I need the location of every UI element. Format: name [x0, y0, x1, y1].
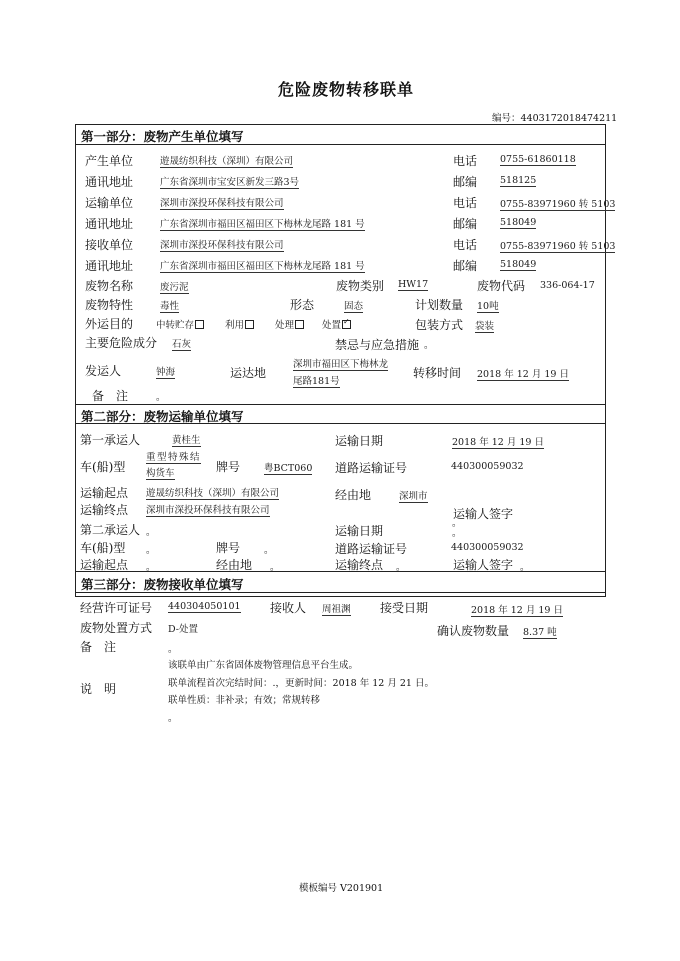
- note-line-3: 联单性质：非补录；有效；常规转移: [168, 695, 321, 706]
- pack-value: 袋装: [475, 318, 494, 333]
- date1-label: 运输日期: [335, 434, 384, 448]
- sign1-label: 运输人签字: [453, 507, 514, 521]
- note-line-4: 。: [168, 713, 178, 724]
- producer-addr-label: 通讯地址: [85, 175, 134, 189]
- checkbox-icon[interactable]: [295, 320, 304, 329]
- purpose-label: 外运目的: [85, 317, 134, 331]
- shipper-label: 发运人: [85, 364, 122, 378]
- plate2-label: 牌号: [216, 541, 241, 555]
- transporter-addr-value: 广东省深圳市福田区福田区下梅林龙尾路 181 号: [160, 216, 365, 231]
- producer-zip-label: 邮编: [453, 175, 478, 189]
- shipper-value: 钟海: [156, 364, 175, 379]
- purpose-option-storage[interactable]: [156, 317, 204, 331]
- taboo-label: 禁忌与应急措施: [335, 338, 420, 352]
- recipient-label: 接收人: [270, 601, 307, 615]
- document-title: 危险废物转移联单: [278, 80, 415, 99]
- end1-label: 运输终点: [80, 503, 129, 517]
- purpose-option-dispose[interactable]: [322, 317, 351, 331]
- recv-date-label: 接受日期: [380, 601, 429, 615]
- purpose-option-use-label: 利用: [225, 320, 245, 331]
- waste-code-label: 废物代码: [477, 279, 526, 293]
- receiver-label: 接收单位: [85, 238, 134, 252]
- confirm-label: 确认废物数量: [437, 624, 510, 638]
- via2-value: 。: [270, 562, 280, 573]
- sign2-label: 运输人签字: [453, 558, 514, 572]
- transfer-time-value: 2018 年 12 月 19 日: [477, 366, 569, 381]
- permit1-label: 道路运输证号: [335, 461, 408, 475]
- receiver-zip-label: 邮编: [453, 259, 478, 273]
- waste-name-label: 废物名称: [85, 279, 134, 293]
- explain-label: 说 明: [80, 682, 117, 696]
- dest-value-line2: 尾路181号: [293, 373, 340, 388]
- waste-prop-label: 废物特性: [85, 298, 134, 312]
- start2-label: 运输起点: [80, 558, 129, 572]
- confirm-value: 8.37 吨: [523, 624, 557, 639]
- plate1-label: 牌号: [216, 460, 241, 474]
- waste-code-value: 336-064-17: [540, 280, 595, 291]
- start1-label: 运输起点: [80, 486, 129, 500]
- purpose-option-dispose-label: 处置: [322, 320, 342, 331]
- recv-date-value: 2018 年 12 月 19 日: [471, 602, 563, 617]
- producer-tel-value: 0755-61860118: [500, 154, 576, 165]
- purpose-option-treat-label: 处理: [275, 320, 295, 331]
- method-value: D-处置: [168, 624, 199, 635]
- producer-addr-value: 广东省深圳市宝安区新发三路3号: [160, 174, 299, 189]
- license-value: 440304050101: [168, 601, 241, 612]
- start1-value: 遊晟纺织科技（深圳）有限公司: [146, 485, 279, 500]
- producer-value: 遊晟纺织科技（深圳）有限公司: [160, 153, 293, 168]
- end1-value: 深圳市深投环保科技有限公司: [146, 502, 270, 517]
- end2-value: 。: [396, 562, 406, 573]
- date1-value: 2018 年 12 月 19 日: [452, 434, 544, 449]
- receiver-value: 深圳市深投环保科技有限公司: [160, 237, 284, 252]
- hazard-label: 主要危险成分: [85, 336, 158, 350]
- purpose-option-treat[interactable]: [275, 317, 304, 331]
- taboo-value: 。: [424, 340, 434, 351]
- carrier1-label: 第一承运人: [80, 433, 141, 447]
- part2-heading: 第二部分：废物运输单位填写: [81, 409, 244, 424]
- carrier2-value: 。: [146, 527, 156, 538]
- transfer-time-label: 转移时间: [413, 366, 462, 380]
- checkbox-icon[interactable]: [245, 320, 254, 329]
- form-value: 固态: [344, 298, 363, 313]
- end2-label: 运输终点: [335, 558, 384, 572]
- receiver-addr-label: 通讯地址: [85, 259, 134, 273]
- part3-heading: 第三部分：废物接收单位填写: [81, 577, 244, 592]
- permit1-value: 440300059032: [451, 461, 524, 472]
- pack-label: 包装方式: [415, 318, 464, 332]
- recipient-value: 周祖渊: [322, 601, 351, 616]
- vehicle1-value-line2: 构货车: [146, 465, 175, 480]
- via2-label: 经由地: [216, 558, 253, 572]
- method-label: 废物处置方式: [80, 621, 153, 635]
- transporter-addr-label: 通讯地址: [85, 217, 134, 231]
- via1-label: 经由地: [335, 488, 372, 502]
- dest-label: 运达地: [230, 366, 267, 380]
- checkbox-icon[interactable]: [195, 320, 204, 329]
- hazard-value: 石灰: [172, 336, 191, 351]
- license-label: 经营许可证号: [80, 601, 153, 615]
- qty-value: 10吨: [477, 298, 499, 313]
- start2-value: 。: [146, 562, 156, 573]
- transporter-value: 深圳市深投环保科技有限公司: [160, 195, 284, 210]
- dest-value-line1: 深圳市福田区下梅林龙: [293, 356, 388, 371]
- carrier2-label: 第二承运人: [80, 523, 141, 537]
- doc-number-label: 编号：: [492, 113, 521, 124]
- receiver-tel-label: 电话: [453, 238, 478, 252]
- purpose-option-storage-label: 中转贮存: [156, 320, 195, 331]
- receiver-addr-value: 广东省深圳市福田区福田区下梅林龙尾路 181 号: [160, 258, 365, 273]
- checked-checkbox-icon[interactable]: [342, 320, 351, 329]
- doc-number-value: 4403172018474211: [520, 113, 618, 124]
- waste-cat-label: 废物类别: [336, 279, 385, 293]
- waste-cat-value: HW17: [398, 279, 429, 290]
- producer-zip-value: 518125: [500, 175, 537, 186]
- transporter-tel-value: 0755-83971960 转 5103: [500, 196, 615, 211]
- vehicle1-value-line1: 重型特殊结: [146, 449, 201, 464]
- plate2-value: 。: [264, 545, 274, 556]
- part1-remark-label: 备 注: [92, 389, 129, 403]
- template-number: 模板编号 V201901: [299, 883, 384, 894]
- carrier1-value: 黄桂生: [172, 432, 201, 447]
- form-label: 形态: [290, 298, 315, 312]
- part1-remark-value: 。: [156, 392, 166, 403]
- doc-number: [492, 110, 617, 124]
- permit2-label: 道路运输证号: [335, 542, 408, 556]
- note-line-1: 该联单由广东省固体废物管理信息平台生成。: [168, 660, 359, 671]
- permit2-value: 440300059032: [451, 542, 524, 553]
- part1-heading: 第一部分：废物产生单位填写: [81, 129, 244, 144]
- transporter-zip-label: 邮编: [453, 217, 478, 231]
- producer-tel-label: 电话: [453, 154, 478, 168]
- part3-remark-label: 备 注: [80, 640, 117, 654]
- date2-label: 运输日期: [335, 524, 384, 538]
- transporter-label: 运输单位: [85, 196, 134, 210]
- receiver-tel-value: 0755-83971960 转 5103: [500, 238, 615, 253]
- producer-label: 产生单位: [85, 154, 134, 168]
- waste-name-value: 废污泥: [160, 279, 189, 294]
- note-line-2: 联单流程首次完结时间：.，更新时间：2018 年 12 月 21 日。: [168, 678, 434, 689]
- transporter-zip-value: 518049: [500, 217, 537, 228]
- via1-value: 深圳市: [399, 488, 428, 503]
- qty-label: 计划数量: [415, 298, 464, 312]
- plate1-value: 粤BCT060: [264, 460, 312, 475]
- vehicle2-value: 。: [146, 545, 156, 556]
- sign2-value: 。: [520, 562, 530, 573]
- date2-value: 。: [452, 528, 462, 539]
- part1-bottom-rule: [75, 404, 606, 405]
- waste-prop-value: 毒性: [160, 298, 179, 313]
- vehicle1-label: 车(船)型: [80, 460, 126, 474]
- part3-remark-value: 。: [168, 644, 178, 655]
- sign1-value: 。: [452, 518, 462, 529]
- transporter-tel-label: 电话: [453, 196, 478, 210]
- purpose-option-use[interactable]: [225, 317, 254, 331]
- receiver-zip-value: 518049: [500, 259, 537, 270]
- vehicle2-label: 车(船)型: [80, 541, 126, 555]
